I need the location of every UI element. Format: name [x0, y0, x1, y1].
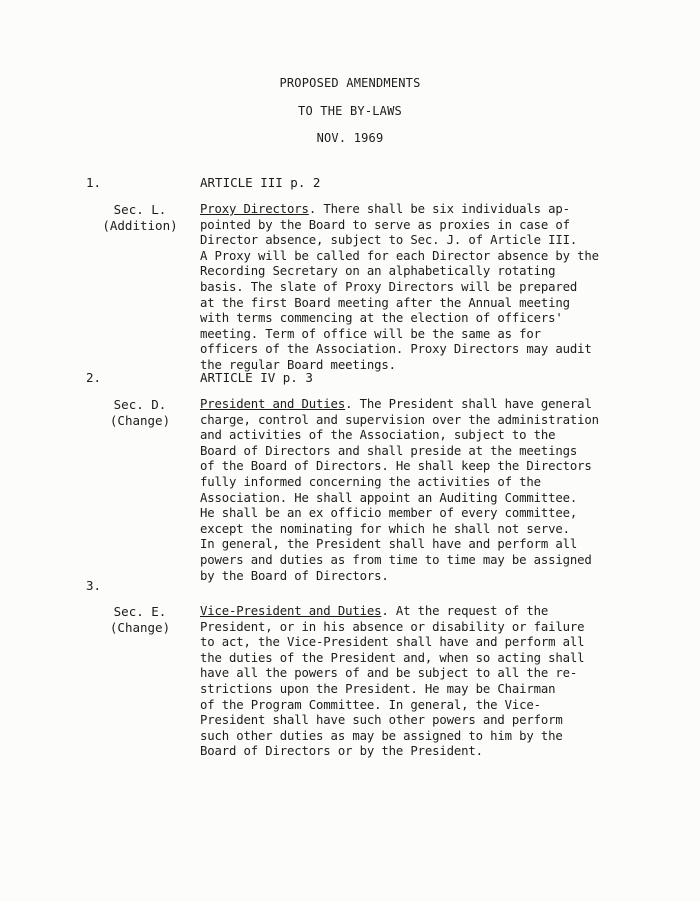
- text-line: the regular Board meetings.: [200, 357, 396, 372]
- text-line: Proxy Directors. There shall be six individuals ap-: [200, 202, 570, 216]
- text-line: and activities of the Association, subject to the: [200, 428, 556, 443]
- amendment-text: [200, 604, 590, 760]
- document-title: PROPOSED AMENDMENTS: [279, 76, 421, 90]
- text-line: Vice-President and Duties. At the request of the: [200, 604, 549, 618]
- section-id: Sec. E.: [113, 604, 167, 619]
- text-line: powers and duties as from time to time may be assigned: [200, 552, 592, 567]
- text-line: President and Duties. The President shall have general: [200, 397, 592, 411]
- amendment-text: [200, 202, 599, 374]
- text-line: President shall have such other powers and perform: [200, 713, 563, 728]
- text-line: except the nominating for which he shall not serve.: [200, 521, 570, 536]
- text-line: President, or in his absence or disability or failure: [200, 619, 585, 634]
- section-label: [100, 397, 180, 428]
- text-line: He shall be an ex officio member of every committee,: [200, 506, 578, 521]
- section-label: [100, 604, 180, 635]
- text-line: with terms commencing at the election of officers': [200, 311, 563, 326]
- text-line: basis. The slate of Proxy Directors will be prepared: [200, 279, 578, 294]
- text-line: of the Board of Directors. He shall keep the Directors: [200, 459, 592, 474]
- text-line: have all the powers of and be subject to all the re-: [200, 666, 578, 681]
- section-title: Vice-President and Duties: [200, 604, 382, 618]
- amendment-text: [200, 397, 599, 584]
- amendment-number: 2.: [86, 370, 102, 385]
- text-line: In general, the President shall have and perform all: [200, 537, 578, 552]
- amendment-kind: (Change): [109, 619, 171, 635]
- text-line: of the Program Committee. In general, the Vice-: [200, 697, 541, 712]
- text-line: Director absence, subject to Sec. J. of Article III.: [200, 233, 578, 248]
- text-line: Board of Directors and shall preside at the meetings: [200, 443, 578, 458]
- amendment-kind: (Change): [109, 412, 171, 428]
- text-line: A Proxy will be called for each Director absence by the: [200, 248, 599, 263]
- text-line: Recording Secretary on an alphabetically rotating: [200, 264, 556, 279]
- text-line: at the first Board meeting after the Annual meeting: [200, 295, 570, 310]
- amendment-kind: (Addition): [102, 217, 178, 233]
- text-line: Association. He shall appoint an Auditing Committee.: [200, 490, 578, 505]
- section-label: [100, 202, 180, 233]
- text-line: officers of the Association. Proxy Directors may audit: [200, 342, 592, 357]
- amendment-number: 3.: [86, 578, 102, 593]
- section-title: Proxy Directors: [200, 202, 309, 216]
- text-line: the duties of the President and, when so acting shall: [200, 650, 585, 665]
- document-subtitle: TO THE BY-LAWS: [298, 104, 402, 118]
- text-line: meeting. Term of office will be the same as for: [200, 326, 541, 341]
- amendment-number: 1.: [86, 175, 102, 190]
- text-line: such other duties as may be assigned to him by the: [200, 728, 563, 743]
- text-line: Board of Directors or by the President.: [200, 744, 483, 759]
- text-line: charge, control and supervision over the administration: [200, 412, 599, 427]
- text-line: to act, the Vice-President shall have and perform all: [200, 635, 585, 650]
- section-title: President and Duties: [200, 397, 346, 411]
- text-line: by the Board of Directors.: [200, 568, 389, 583]
- text-line: pointed by the Board to serve as proxies in case of: [200, 217, 570, 232]
- text-line: strictions upon the President. He may be Chairman: [200, 681, 556, 696]
- article-reference: ARTICLE III p. 2: [200, 175, 321, 190]
- section-id: Sec. D.: [113, 397, 167, 412]
- section-id: Sec. L.: [113, 202, 167, 217]
- article-reference: ARTICLE IV p. 3: [200, 370, 313, 385]
- document-date: NOV. 1969: [316, 131, 384, 145]
- text-line: fully informed concerning the activities of the: [200, 474, 541, 489]
